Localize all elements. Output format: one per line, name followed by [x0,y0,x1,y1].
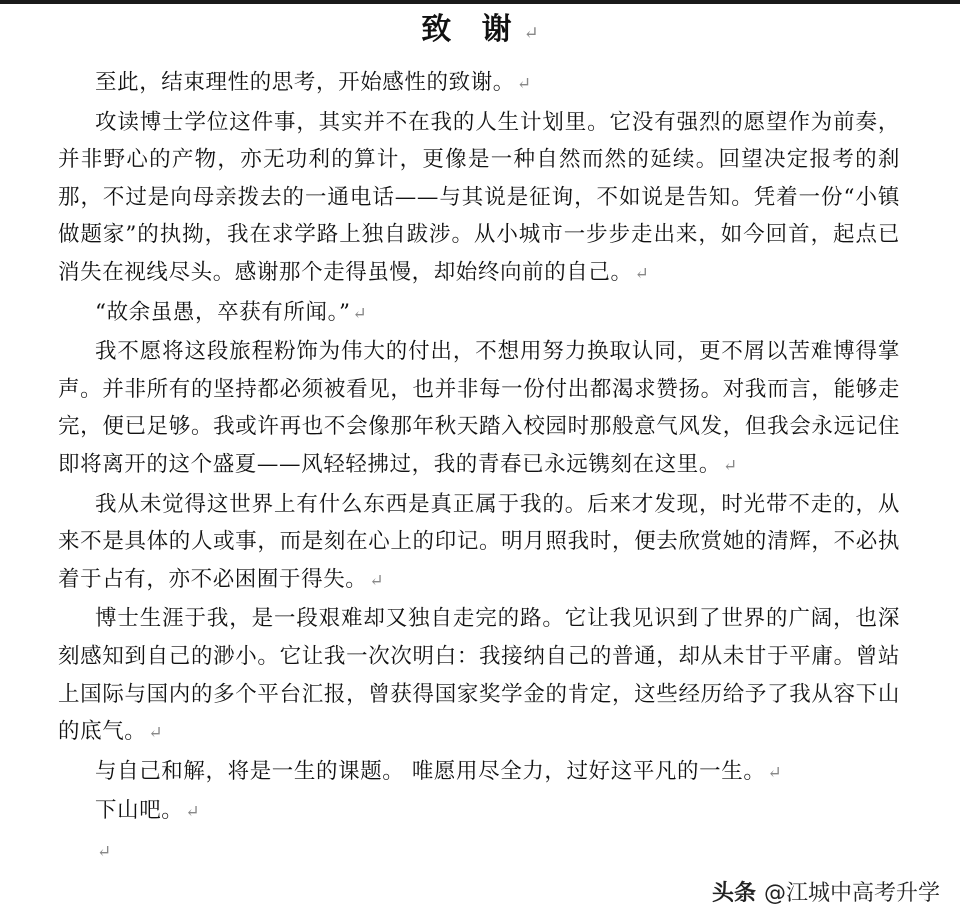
paragraph [58,294,900,334]
title-text: 致 谢 [421,12,522,47]
paragraph-mark-icon: ↵ [523,23,539,44]
paragraph-mark-icon: ↵ [723,455,738,476]
paragraph-text: 博士生涯于我，是一段艰难却又独自走完的路。它让我见识到了世界的广阔，也深刻感知到自己的渺小。它让我一次次明白：我接纳自己的普通，却从未甘于平庸。曾站上国际与国内的多个平台汇报，曾获得国家奖学金的肯定，这些经历给予了我从容下山的底气。 [58,606,900,745]
paragraph [58,64,900,104]
watermark-logo: 头条 [711,881,756,906]
paragraph-mark-icon: ↵ [634,263,649,284]
paragraph-text: 下山吧。 [95,798,184,824]
paragraph [58,333,900,485]
paragraph-mark-icon: ↵ [767,762,782,783]
paragraph-text: 至此，结束理性的思考，开始感性的致谢。 [95,70,515,95]
document-body [58,64,900,871]
paragraph [58,486,900,601]
paragraph-text: “故余虽愚，卒获有所闻。” [95,299,351,325]
paragraph [58,832,900,872]
page-title [0,10,960,54]
paragraph [58,600,900,752]
paragraph-text: 我从未觉得这世界上有什么东西是真正属于我的。后来才发现，时光带不走的，从来不是具体的人或事，而是刻在心上的印记。明月照我时，便去欣赏她的清辉，不必执着于占有，亦不必困囿于得失。 [58,491,900,592]
paragraph-mark-icon: ↵ [185,802,200,823]
paragraph [58,753,900,793]
watermark [712,876,940,907]
paragraph-mark-icon: ↵ [352,303,367,324]
paragraph [58,792,900,832]
paragraph-mark-icon: ↵ [516,74,532,94]
paragraph-mark-icon: ↵ [97,841,112,862]
paragraph-text: 我不愿将这段旅程粉饰为伟大的付出，不想用努力换取认同，更不屑以苦难博得掌声。并非所有的坚持都必须被看见，也并非每一份付出都渴求赞扬。对我而言，能够走完，便已足够。我或许再也不会像那年秋天踏入校园时那般意气风发，但我会永远记住即将离开的这个盛夏——风轻轻拂过，我的青春已永远镌刻在这里。 [58,339,900,477]
paragraph-mark-icon: ↵ [148,723,163,744]
paragraph-mark-icon: ↵ [369,570,384,591]
paragraph [58,104,900,294]
paragraph-text: 与自己和解，将是一生的课题。 唯愿用尽全力，过好这平凡的一生。 [95,758,766,784]
watermark-text: @江城中高考升学 [763,881,940,906]
paragraph-text: 攻读博士学位这件事，其实并不在我的人生计划里。它没有强烈的愿望作为前奏，并非野心的产物，亦无功利的算计，更像是一种自然而然的延续。回望决定报考的刹那，不过是向母亲拨去的一通电话——与其说是征询，不如说是告知。凭着一份“小镇做题家”的执拗，我在求学路上独自跋涉。从小城市一步步走出来，如今回首，起点已消失在视线尽头。感谢那个走得虽慢，却始终向前的自己。 [58,109,900,285]
